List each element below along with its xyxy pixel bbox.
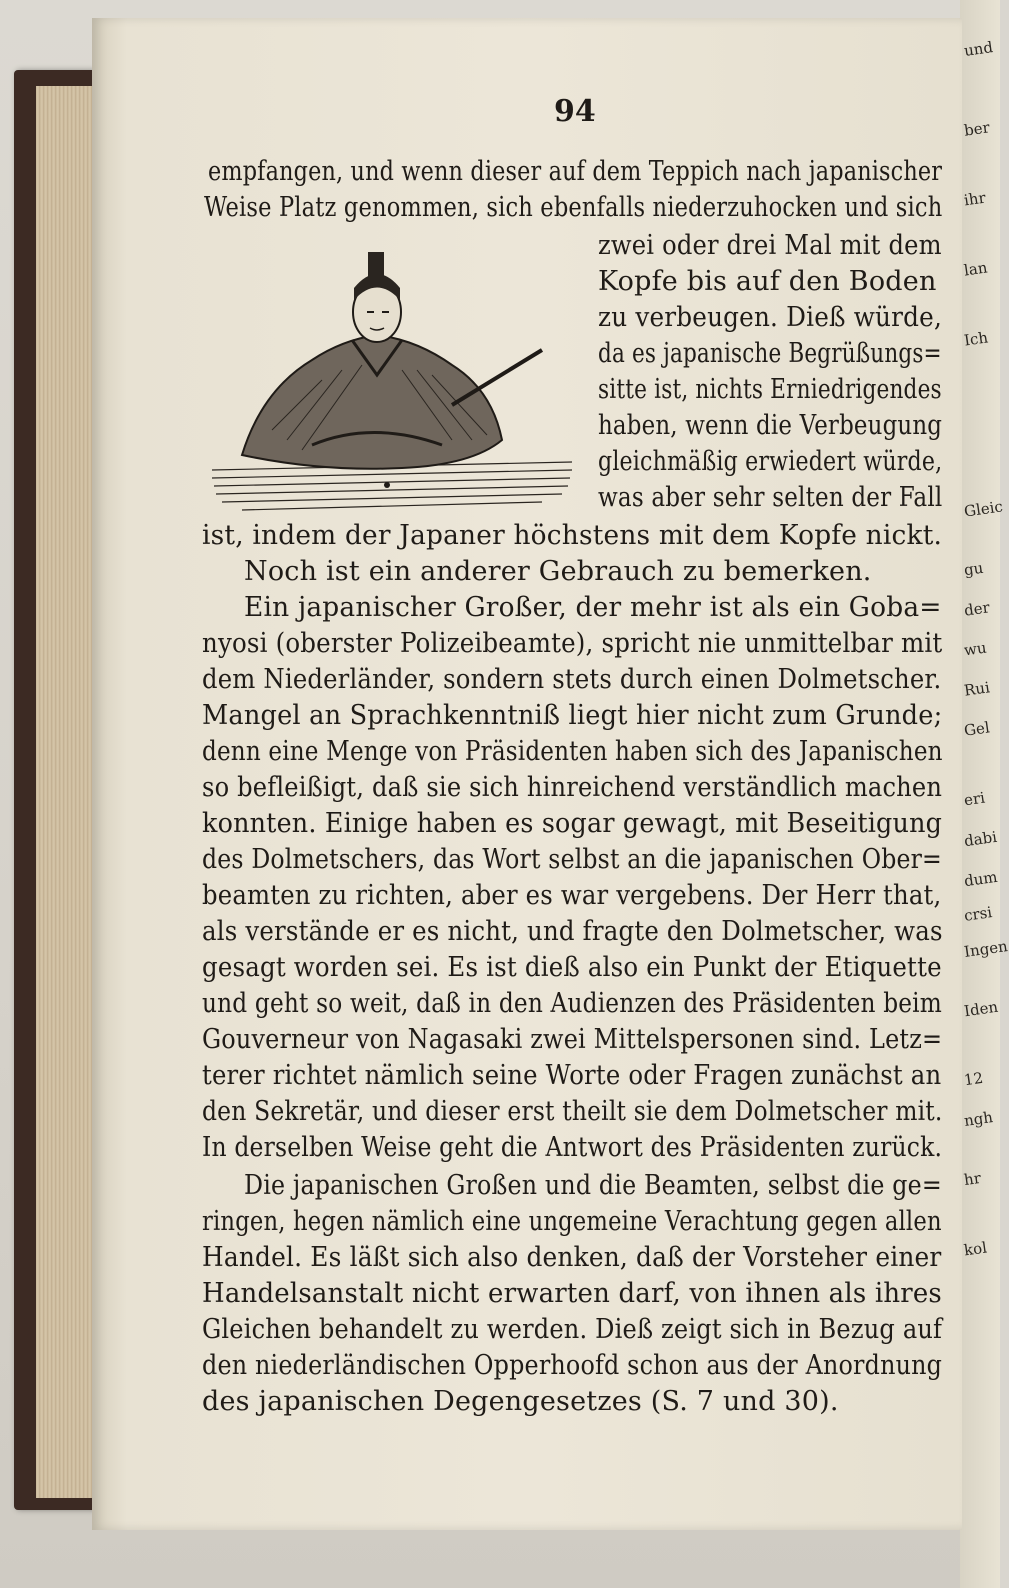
next-page-fragment: ihr [962,188,987,210]
text-line: zu verbeugen. Dieß würde, [598,302,942,333]
text-line: so befleißigt, daß sie sich hinreichend verständlich machen [202,772,943,803]
text-line: In derselben Weise geht die Antwort des Präsidenten zurück. [202,1132,943,1163]
text-line: was aber sehr selten der Fall [598,482,943,513]
text-line: gesagt worden sei. Es ist dieß also ein Punkt der Etiquette [202,952,942,983]
text-line: gleichmäßig erwiedert würde, [598,446,943,477]
text-line: ist, indem der Japaner höchstens mit dem Kopfe nickt. [202,520,943,551]
next-page-fragment: hr [962,1168,983,1190]
dignitary-illustration [202,240,582,520]
text-line: Gouverneur von Nagasaki zwei Mittelspersonen sind. Letz= [202,1024,943,1055]
text-line: konnten. Einige haben es sogar gewagt, mit Beseitigung [202,808,943,839]
text-line: Handelsanstalt nicht erwarten darf, von ihnen als ihres [202,1278,942,1309]
next-page-fragment: Iden [962,997,1000,1021]
next-page-fragment: Ich [962,328,990,350]
text-line: Mangel an Sprachkenntniß liegt hier nicht zum Grunde; [202,700,943,731]
next-page-fragment: wu [962,638,988,660]
text-line: nyosi (oberster Polizeibeamte), spricht nie unmittelbar mit [202,628,943,659]
page-edges [36,86,96,1498]
text-line: zwei oder drei Mal mit dem [598,230,942,261]
text-line: denn eine Menge von Präsidenten haben sich des Japanischen [202,736,943,767]
next-page-fragment: Gel [962,718,991,740]
next-page-fragment: der [962,598,991,620]
next-page-fragment: kol [962,1238,989,1260]
next-page-fragment: Ingen [962,937,1009,961]
text-line: haben, wenn die Verbeugung [598,410,943,441]
text-line: terer richtet nämlich seine Worte oder Fragen zunächst an [202,1060,942,1091]
next-page-fragment: eri [962,788,987,810]
text-line: des japanischen Degengesetzes (S. 7 und 30). [202,1386,839,1417]
text-line: empfangen, und wenn dieser auf dem Teppich nach japanischer [208,156,943,187]
next-page-fragment: ber [962,118,991,140]
text-line: den Sekretär, und dieser erst theilt sie dem Dolmetscher mit. [202,1096,943,1127]
next-page-fragment: dum [962,867,999,891]
text-line: Kopfe bis auf den Boden [598,266,937,297]
text-line: den niederländischen Opperhoofd schon aus der Anordnung [202,1350,943,1381]
text-line: beamten zu richten, aber es war vergebens. Der Herr that, [202,880,942,911]
next-page-fragment: ngh [962,1108,995,1130]
next-page-fragment: und [962,38,995,60]
next-page-fragment: Rui [962,678,991,700]
text-line: des Dolmetschers, das Wort selbst an die japanischen Ober= [202,844,942,875]
text-line: sitte ist, nichts Erniedrigendes [598,374,942,405]
text-line: und geht so weit, daß in den Audienzen des Präsidenten beim [202,988,943,1019]
book-page [92,18,962,1530]
next-page-fragment: Gleic [962,497,1004,521]
text-line: dem Niederländer, sondern stets durch einen Dolmetscher. [202,664,942,695]
text-line: als verstände er es nicht, und fragte den Dolmetscher, was [202,916,943,947]
next-page-fragment: lan [962,258,989,280]
text-line: Die japanischen Großen und die Beamten, selbst die ge= [244,1170,942,1201]
text-line: Handel. Es läßt sich also denken, daß der Vorsteher einer [202,1242,942,1273]
text-line: da es japanische Begrüßungs= [598,338,942,369]
text-line: ringen, hegen nämlich eine ungemeine Verachtung gegen allen [202,1206,942,1237]
next-page-fragment: gu [962,558,985,580]
next-page-fragment: 12 [962,1068,985,1090]
next-page-edge [960,0,1009,1588]
next-page-fragment: dabi [962,827,999,851]
text-line: Ein japanischer Großer, der mehr ist als ein Goba= [244,592,942,623]
page-number: 94 [554,94,596,129]
next-page-fragment: crsi [962,903,994,925]
text-line: Weise Platz genommen, sich ebenfalls niederzuhocken und sich [204,192,943,223]
text-line: Gleichen behandelt zu werden. Dieß zeigt sich in Bezug auf [202,1314,943,1345]
text-line: Noch ist ein anderer Gebrauch zu bemerken. [244,556,872,587]
